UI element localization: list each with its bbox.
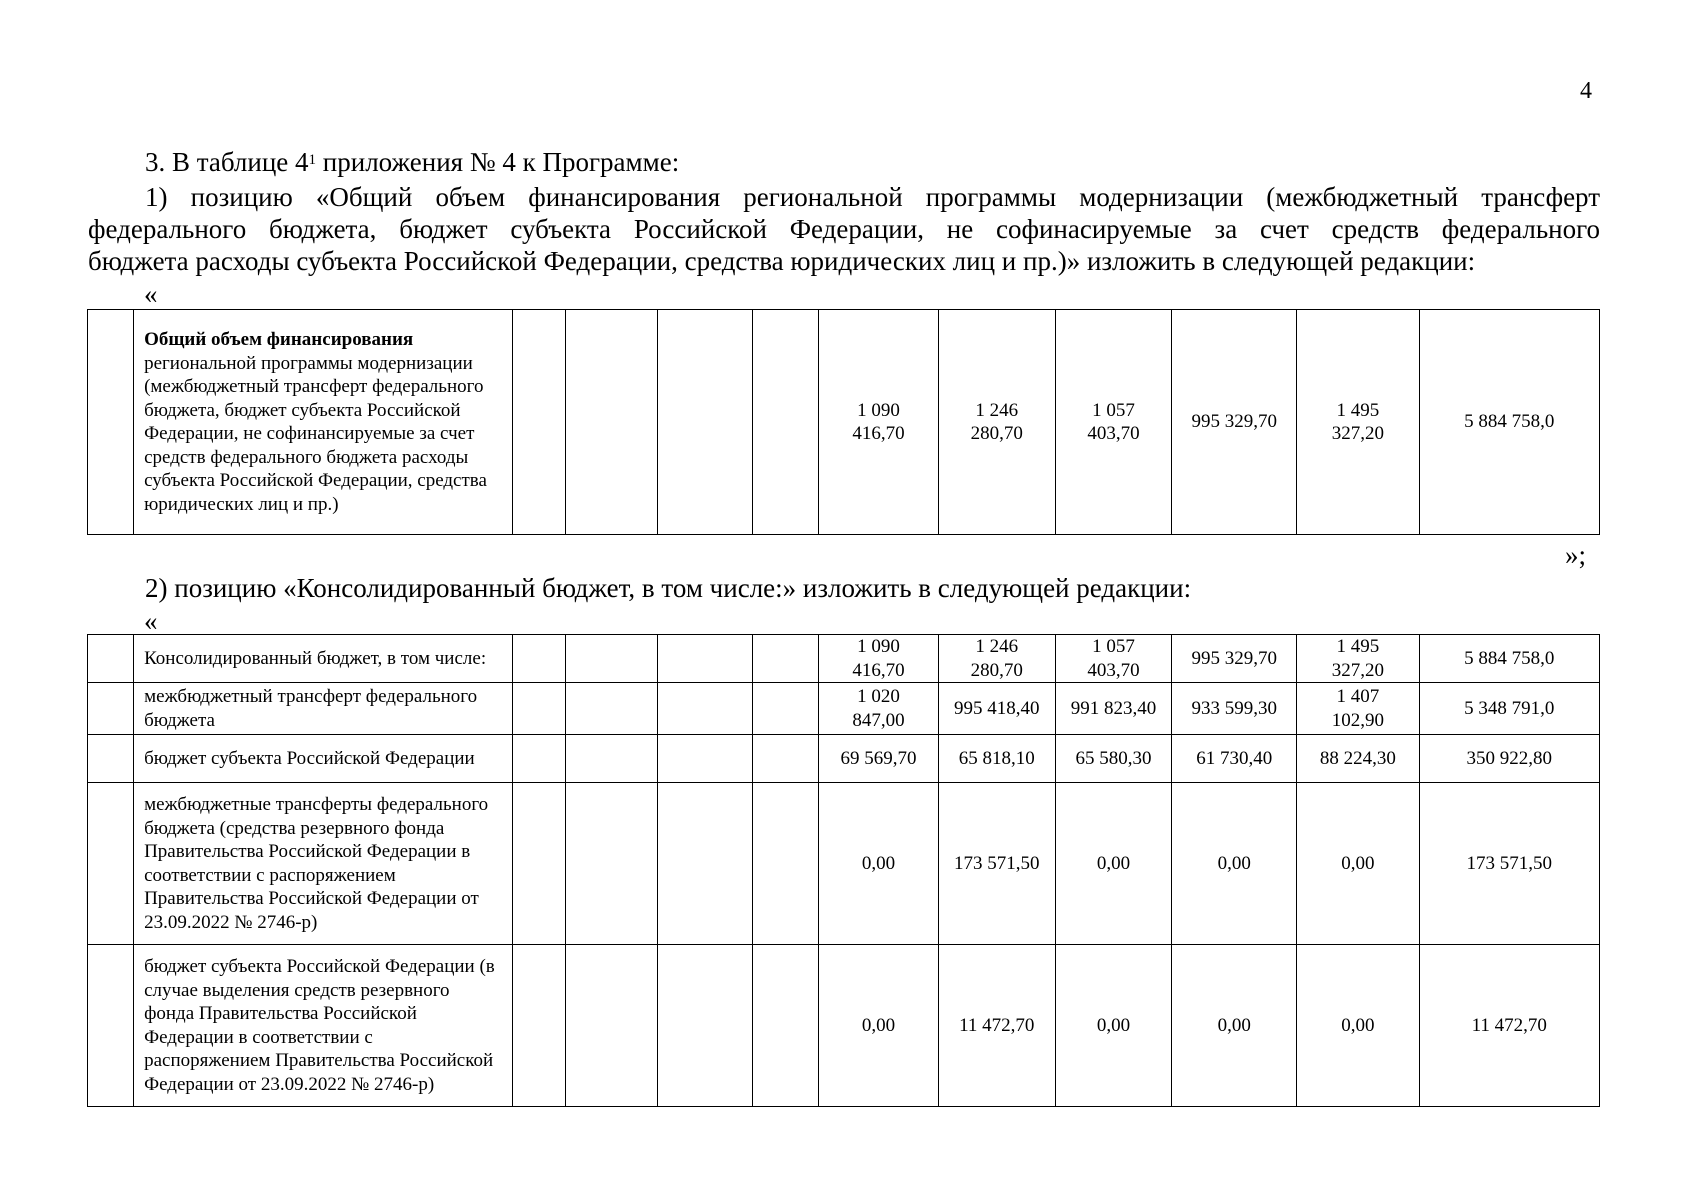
value-cell: 11 472,70 bbox=[938, 945, 1055, 1107]
empty-cell bbox=[512, 310, 565, 535]
value-cell: 995 418,40 bbox=[938, 683, 1055, 735]
item1-line2: федерального бюджета, бюджет субъекта Российской Федерации, не софинасируемые за счет средств федерального bbox=[88, 214, 1600, 244]
value-cell: 65 580,30 bbox=[1055, 735, 1171, 783]
table-consolidated-budget bbox=[87, 634, 1600, 1107]
empty-cell bbox=[753, 635, 819, 683]
value-cell: 173 571,50 bbox=[938, 783, 1055, 945]
empty-cell bbox=[88, 635, 134, 683]
empty-cell bbox=[512, 635, 565, 683]
table-row bbox=[88, 310, 1600, 535]
empty-cell bbox=[658, 945, 753, 1107]
value-cell: 995 329,70 bbox=[1172, 635, 1297, 683]
empty-cell bbox=[565, 945, 657, 1107]
table-row bbox=[88, 945, 1600, 1107]
close-quote: »; bbox=[1565, 540, 1587, 570]
empty-cell bbox=[753, 683, 819, 735]
value-cell: 1 057 403,70 bbox=[1055, 635, 1171, 683]
value-cell: 88 224,30 bbox=[1297, 735, 1419, 783]
value-cell: 0,00 bbox=[1297, 783, 1419, 945]
empty-cell bbox=[512, 683, 565, 735]
value-cell: 1 090 416,70 bbox=[819, 310, 938, 535]
empty-cell bbox=[658, 683, 753, 735]
item2-heading: 2) позицию «Консолидированный бюджет, в том числе:» изложить в следующей редакции: bbox=[145, 573, 1192, 603]
page-number: 4 bbox=[1580, 78, 1592, 104]
value-cell: 1 495 327,20 bbox=[1297, 310, 1419, 535]
value-cell: 69 569,70 bbox=[819, 735, 938, 783]
value-cell: 933 599,30 bbox=[1172, 683, 1297, 735]
open-quote-1: « bbox=[144, 279, 158, 309]
empty-cell bbox=[565, 683, 657, 735]
empty-cell bbox=[512, 945, 565, 1107]
row-label bbox=[134, 310, 513, 535]
value-cell: 1 057 403,70 bbox=[1055, 310, 1171, 535]
item3-heading bbox=[88, 146, 1600, 178]
item3-prefix: 3. В таблице 4 bbox=[145, 147, 309, 177]
empty-cell bbox=[658, 310, 753, 535]
empty-cell bbox=[512, 783, 565, 945]
value-cell: 0,00 bbox=[1297, 945, 1419, 1107]
item1-line3: бюджета расходы субъекта Российской Федерации, средства юридических лиц и пр.)» изложить в следующей редакции: bbox=[88, 246, 1476, 276]
value-cell: 65 818,10 bbox=[938, 735, 1055, 783]
value-cell: 11 472,70 bbox=[1419, 945, 1599, 1107]
empty-cell bbox=[88, 783, 134, 945]
table-row bbox=[88, 635, 1600, 683]
value-cell: 0,00 bbox=[1172, 945, 1297, 1107]
value-cell: 1 246 280,70 bbox=[938, 310, 1055, 535]
empty-cell bbox=[658, 735, 753, 783]
empty-cell bbox=[753, 735, 819, 783]
empty-cell bbox=[658, 635, 753, 683]
table-row bbox=[88, 783, 1600, 945]
value-cell: 5 884 758,0 bbox=[1419, 635, 1599, 683]
empty-cell bbox=[565, 635, 657, 683]
value-cell: 5 348 791,0 bbox=[1419, 683, 1599, 735]
value-cell: 0,00 bbox=[1055, 783, 1171, 945]
empty-cell bbox=[88, 945, 134, 1107]
value-cell: 991 823,40 bbox=[1055, 683, 1171, 735]
empty-cell bbox=[88, 683, 134, 735]
empty-cell bbox=[753, 783, 819, 945]
table-row bbox=[88, 735, 1600, 783]
row-label: бюджет субъекта Российской Федерации bbox=[134, 735, 513, 783]
item1-line1: 1) позицию «Общий объем финансирования региональной программы модернизации (межбюджетный трансферт bbox=[145, 182, 1600, 212]
value-cell: 0,00 bbox=[1055, 945, 1171, 1107]
empty-cell bbox=[565, 310, 657, 535]
value-cell: 0,00 bbox=[819, 945, 938, 1107]
value-cell: 173 571,50 bbox=[1419, 783, 1599, 945]
item3-suffix: приложения № 4 к Программе: bbox=[316, 147, 680, 177]
open-quote-2: « bbox=[144, 606, 158, 636]
empty-cell bbox=[88, 735, 134, 783]
row-label: межбюджетные трансферты федерального бюджета (средства резервного фонда Правительства Российской Федерации в соответствии с распоряжением Правительства Российской Федерации от 23.09.2022 № 2746-р) bbox=[134, 783, 513, 945]
empty-cell bbox=[753, 310, 819, 535]
value-cell: 0,00 bbox=[819, 783, 938, 945]
value-cell: 0,00 bbox=[1172, 783, 1297, 945]
empty-cell bbox=[753, 945, 819, 1107]
value-cell: 350 922,80 bbox=[1419, 735, 1599, 783]
value-cell: 1 407 102,90 bbox=[1297, 683, 1419, 735]
empty-cell bbox=[658, 783, 753, 945]
empty-cell bbox=[565, 783, 657, 945]
empty-cell bbox=[512, 735, 565, 783]
value-cell: 1 495 327,20 bbox=[1297, 635, 1419, 683]
empty-cell bbox=[565, 735, 657, 783]
row-label: Консолидированный бюджет, в том числе: bbox=[134, 635, 513, 683]
table-row bbox=[88, 683, 1600, 735]
value-cell: 995 329,70 bbox=[1172, 310, 1297, 535]
value-cell: 1 246 280,70 bbox=[938, 635, 1055, 683]
empty-cell bbox=[88, 310, 134, 535]
table-general-volume bbox=[87, 309, 1600, 535]
value-cell: 61 730,40 bbox=[1172, 735, 1297, 783]
value-cell: 1 020 847,00 bbox=[819, 683, 938, 735]
row-label: межбюджетный трансферт федерального бюджета bbox=[134, 683, 513, 735]
row-label-rest: региональной программы модернизации (межбюджетный трансферт федерального бюджета, бюджет субъекта Российской Федерации, не софинансируемые за счет средств федерального бюджета расходы субъекта Российской Федерации, средства юридических лиц и пр.) bbox=[144, 352, 487, 515]
row-label: бюджет субъекта Российской Федерации (в случае выделения средств резервного фонда Правительства Российской Федерации в соответствии с распоряжением Правительства Российской Федерации от 23.09.2022 № 2746-р) bbox=[134, 945, 513, 1107]
item3-superscript: 1 bbox=[308, 152, 317, 168]
value-cell: 5 884 758,0 bbox=[1419, 310, 1599, 535]
value-cell: 1 090 416,70 bbox=[819, 635, 938, 683]
row-label-bold: Общий объем финансирования bbox=[144, 329, 414, 350]
